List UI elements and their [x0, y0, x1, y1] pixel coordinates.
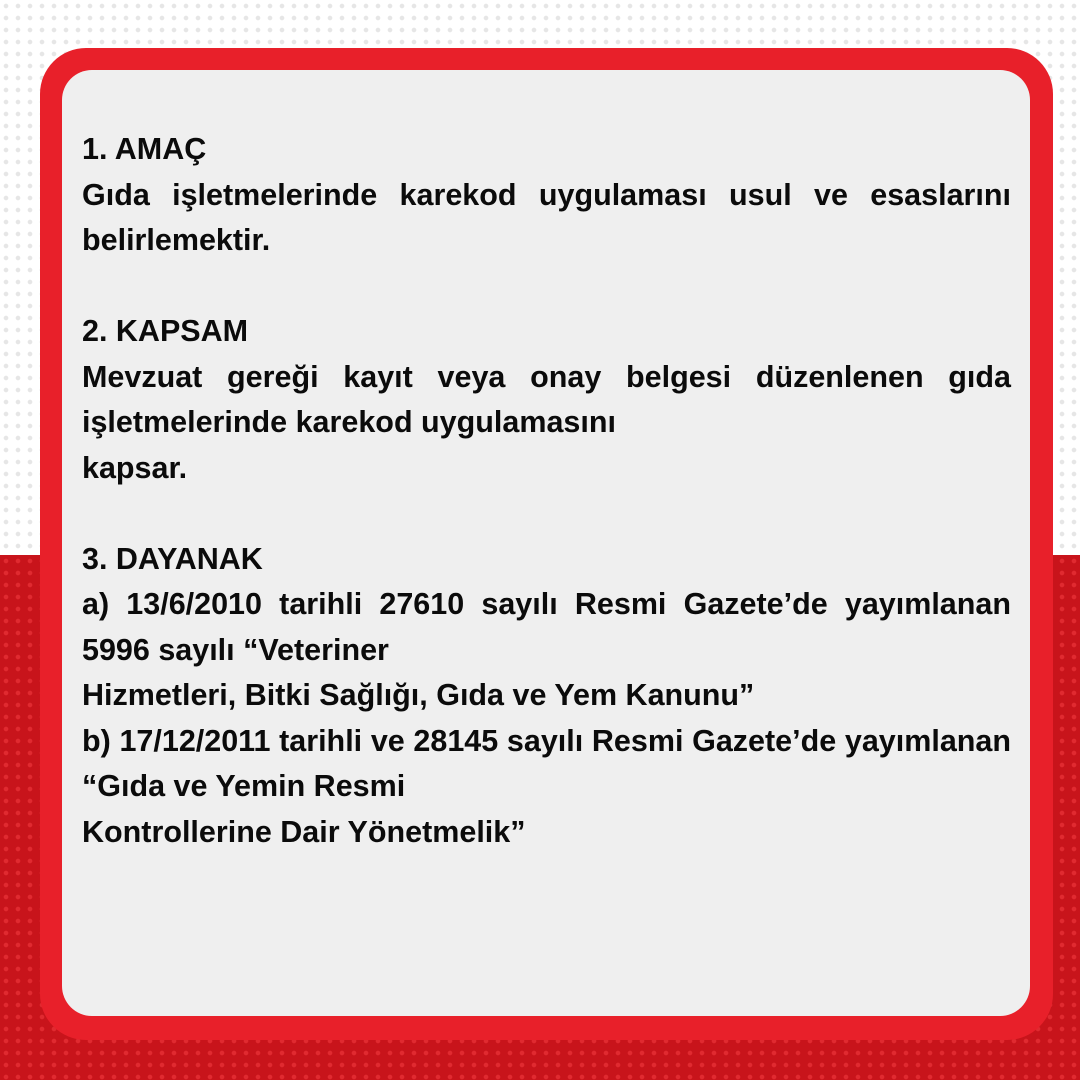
section-heading-amac: 1. AMAÇ [82, 132, 207, 166]
section-gap [82, 491, 1011, 537]
dayanak-item-a: a) 13/6/2010 tarihli 27610 sayılı Resmi Gazete’de yayımlanan 5996 sayılı “Veteriner [82, 587, 1011, 667]
section-text-kapsam: Mevzuat gereği kayıt veya onay belgesi düzenlenen gıda işletmelerinde karekod uygulamasını [82, 359, 1011, 439]
section-text-kapsam-end: kapsar. [82, 450, 188, 485]
section-text-amac: Gıda işletmelerinde karekod uygulaması usul ve esaslarını belirlemektir. [82, 177, 1011, 257]
dayanak-item-b-end: Kontrollerine Dair Yönetmelik” [82, 814, 526, 849]
section-heading-kapsam: 2. KAPSAM [82, 314, 249, 348]
section-heading-dayanak: 3. DAYANAK [82, 541, 263, 576]
dayanak-item-a-end: Hizmetleri, Bitki Sağlığı, Gıda ve Yem Kanunu” [82, 678, 755, 712]
dayanak-item-b: b) 17/12/2011 tarihli ve 28145 sayılı Resmi Gazete’de yayımlanan “Gıda ve Yemin Resmi [82, 723, 1011, 803]
document-text [82, 127, 1011, 855]
section-gap [82, 264, 1011, 310]
